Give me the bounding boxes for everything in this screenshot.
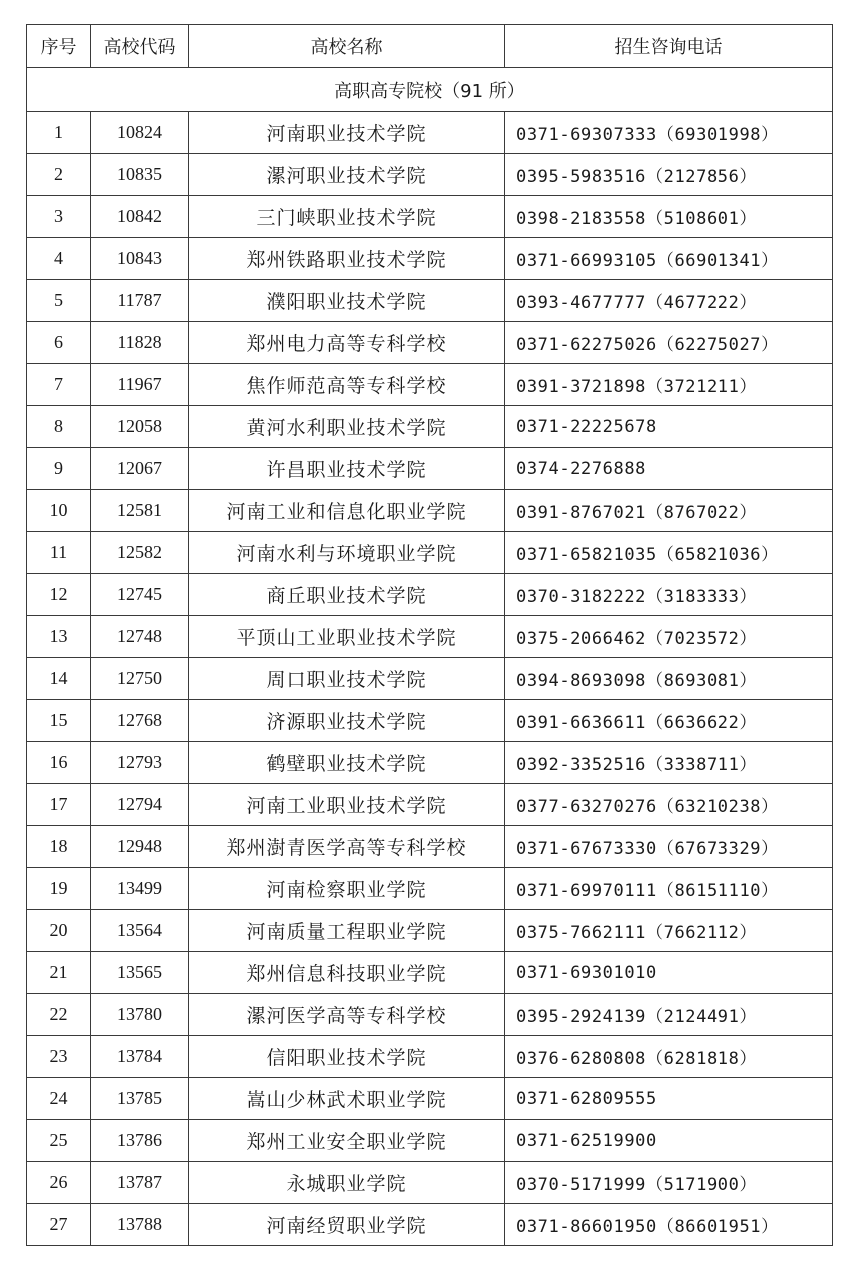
cell-phone: 0371-86601950（86601951） <box>505 1204 833 1246</box>
cell-seq: 27 <box>27 1204 91 1246</box>
cell-seq: 23 <box>27 1036 91 1078</box>
cell-seq: 6 <box>27 322 91 364</box>
cell-seq: 17 <box>27 784 91 826</box>
cell-code: 13788 <box>91 1204 189 1246</box>
cell-seq: 8 <box>27 406 91 448</box>
table-row <box>27 784 833 826</box>
cell-code: 12793 <box>91 742 189 784</box>
cell-code: 11967 <box>91 364 189 406</box>
cell-name: 郑州澍青医学高等专科学校 <box>189 826 505 868</box>
cell-code: 12794 <box>91 784 189 826</box>
table-row <box>27 448 833 490</box>
cell-phone: 0395-2924139（2124491） <box>505 994 833 1036</box>
cell-seq: 12 <box>27 574 91 616</box>
cell-code: 13565 <box>91 952 189 994</box>
table-row <box>27 1204 833 1246</box>
cell-phone: 0391-8767021（8767022） <box>505 490 833 532</box>
cell-code: 10835 <box>91 154 189 196</box>
table-row <box>27 1078 833 1120</box>
cell-phone: 0391-6636611（6636622） <box>505 700 833 742</box>
table-row <box>27 532 833 574</box>
cell-code: 13780 <box>91 994 189 1036</box>
cell-seq: 18 <box>27 826 91 868</box>
cell-name: 河南职业技术学院 <box>189 112 505 154</box>
cell-code: 10824 <box>91 112 189 154</box>
cell-phone: 0376-6280808（6281818） <box>505 1036 833 1078</box>
cell-code: 12750 <box>91 658 189 700</box>
cell-phone: 0371-69970111（86151110） <box>505 868 833 910</box>
cell-code: 13785 <box>91 1078 189 1120</box>
cell-name: 河南质量工程职业学院 <box>189 910 505 952</box>
cell-seq: 13 <box>27 616 91 658</box>
cell-name: 河南水利与环境职业学院 <box>189 532 505 574</box>
cell-code: 12067 <box>91 448 189 490</box>
cell-name: 郑州信息科技职业学院 <box>189 952 505 994</box>
cell-code: 13787 <box>91 1162 189 1204</box>
cell-seq: 20 <box>27 910 91 952</box>
cell-seq: 15 <box>27 700 91 742</box>
cell-phone: 0371-69301010 <box>505 952 833 994</box>
cell-phone: 0371-67673330（67673329） <box>505 826 833 868</box>
cell-seq: 21 <box>27 952 91 994</box>
cell-name: 郑州工业安全职业学院 <box>189 1120 505 1162</box>
table-row <box>27 490 833 532</box>
cell-code: 12948 <box>91 826 189 868</box>
table-row <box>27 364 833 406</box>
cell-seq: 14 <box>27 658 91 700</box>
table-row <box>27 238 833 280</box>
cell-seq: 22 <box>27 994 91 1036</box>
cell-seq: 10 <box>27 490 91 532</box>
table-row <box>27 658 833 700</box>
cell-seq: 26 <box>27 1162 91 1204</box>
cell-seq: 5 <box>27 280 91 322</box>
cell-name: 永城职业学院 <box>189 1162 505 1204</box>
cell-code: 12581 <box>91 490 189 532</box>
cell-code: 12745 <box>91 574 189 616</box>
cell-code: 12748 <box>91 616 189 658</box>
cell-name: 济源职业技术学院 <box>189 700 505 742</box>
table-row <box>27 196 833 238</box>
cell-code: 10843 <box>91 238 189 280</box>
cell-seq: 11 <box>27 532 91 574</box>
table-body <box>27 68 833 1246</box>
cell-name: 鹤壁职业技术学院 <box>189 742 505 784</box>
section-row <box>27 68 833 112</box>
cell-phone: 0370-3182222（3183333） <box>505 574 833 616</box>
table-row <box>27 322 833 364</box>
table-row <box>27 112 833 154</box>
table-row <box>27 742 833 784</box>
cell-name: 三门峡职业技术学院 <box>189 196 505 238</box>
table-row <box>27 910 833 952</box>
cell-name: 许昌职业技术学院 <box>189 448 505 490</box>
cell-name: 焦作师范高等专科学校 <box>189 364 505 406</box>
header-phone: 招生咨询电话 <box>505 25 833 68</box>
cell-code: 13564 <box>91 910 189 952</box>
cell-name: 河南经贸职业学院 <box>189 1204 505 1246</box>
cell-seq: 24 <box>27 1078 91 1120</box>
cell-name: 河南工业和信息化职业学院 <box>189 490 505 532</box>
cell-name: 黄河水利职业技术学院 <box>189 406 505 448</box>
cell-name: 郑州电力高等专科学校 <box>189 322 505 364</box>
cell-phone: 0377-63270276（63210238） <box>505 784 833 826</box>
cell-name: 漯河医学高等专科学校 <box>189 994 505 1036</box>
table-row <box>27 574 833 616</box>
cell-code: 12058 <box>91 406 189 448</box>
table-row <box>27 616 833 658</box>
cell-code: 11787 <box>91 280 189 322</box>
cell-name: 嵩山少林武术职业学院 <box>189 1078 505 1120</box>
table-row <box>27 280 833 322</box>
cell-seq: 2 <box>27 154 91 196</box>
cell-name: 商丘职业技术学院 <box>189 574 505 616</box>
cell-phone: 0371-69307333（69301998） <box>505 112 833 154</box>
table-row <box>27 826 833 868</box>
cell-phone: 0391-3721898（3721211） <box>505 364 833 406</box>
cell-seq: 3 <box>27 196 91 238</box>
cell-name: 河南检察职业学院 <box>189 868 505 910</box>
cell-code: 11828 <box>91 322 189 364</box>
table-row <box>27 952 833 994</box>
cell-phone: 0371-22225678 <box>505 406 833 448</box>
header-row <box>27 25 833 68</box>
cell-name: 信阳职业技术学院 <box>189 1036 505 1078</box>
table-row <box>27 406 833 448</box>
table-row <box>27 154 833 196</box>
cell-phone: 0395-5983516（2127856） <box>505 154 833 196</box>
college-contact-table <box>26 24 833 1246</box>
cell-name: 平顶山工业职业技术学院 <box>189 616 505 658</box>
cell-phone: 0398-2183558（5108601） <box>505 196 833 238</box>
cell-code: 13786 <box>91 1120 189 1162</box>
table-row <box>27 700 833 742</box>
table-row <box>27 1120 833 1162</box>
table-header <box>27 25 833 68</box>
table-row <box>27 1162 833 1204</box>
header-code: 高校代码 <box>91 25 189 68</box>
cell-phone: 0371-65821035（65821036） <box>505 532 833 574</box>
cell-seq: 25 <box>27 1120 91 1162</box>
cell-code: 10842 <box>91 196 189 238</box>
cell-code: 13784 <box>91 1036 189 1078</box>
cell-phone: 0392-3352516（3338711） <box>505 742 833 784</box>
cell-phone: 0371-66993105（66901341） <box>505 238 833 280</box>
cell-seq: 19 <box>27 868 91 910</box>
cell-phone: 0371-62519900 <box>505 1120 833 1162</box>
table-row <box>27 994 833 1036</box>
cell-phone: 0394-8693098（8693081） <box>505 658 833 700</box>
cell-phone: 0375-2066462（7023572） <box>505 616 833 658</box>
table-row <box>27 1036 833 1078</box>
cell-code: 12768 <box>91 700 189 742</box>
cell-name: 濮阳职业技术学院 <box>189 280 505 322</box>
cell-name: 郑州铁路职业技术学院 <box>189 238 505 280</box>
cell-seq: 16 <box>27 742 91 784</box>
cell-seq: 9 <box>27 448 91 490</box>
cell-code: 13499 <box>91 868 189 910</box>
cell-name: 漯河职业技术学院 <box>189 154 505 196</box>
cell-seq: 1 <box>27 112 91 154</box>
cell-code: 12582 <box>91 532 189 574</box>
cell-phone: 0375-7662111（7662112） <box>505 910 833 952</box>
cell-phone: 0374-2276888 <box>505 448 833 490</box>
cell-name: 河南工业职业技术学院 <box>189 784 505 826</box>
cell-seq: 7 <box>27 364 91 406</box>
section-title: 高职高专院校（91 所） <box>27 68 833 112</box>
header-seq: 序号 <box>27 25 91 68</box>
cell-phone: 0370-5171999（5171900） <box>505 1162 833 1204</box>
header-name: 高校名称 <box>189 25 505 68</box>
cell-phone: 0371-62809555 <box>505 1078 833 1120</box>
cell-phone: 0393-4677777（4677222） <box>505 280 833 322</box>
cell-name: 周口职业技术学院 <box>189 658 505 700</box>
table-row <box>27 868 833 910</box>
cell-phone: 0371-62275026（62275027） <box>505 322 833 364</box>
cell-seq: 4 <box>27 238 91 280</box>
